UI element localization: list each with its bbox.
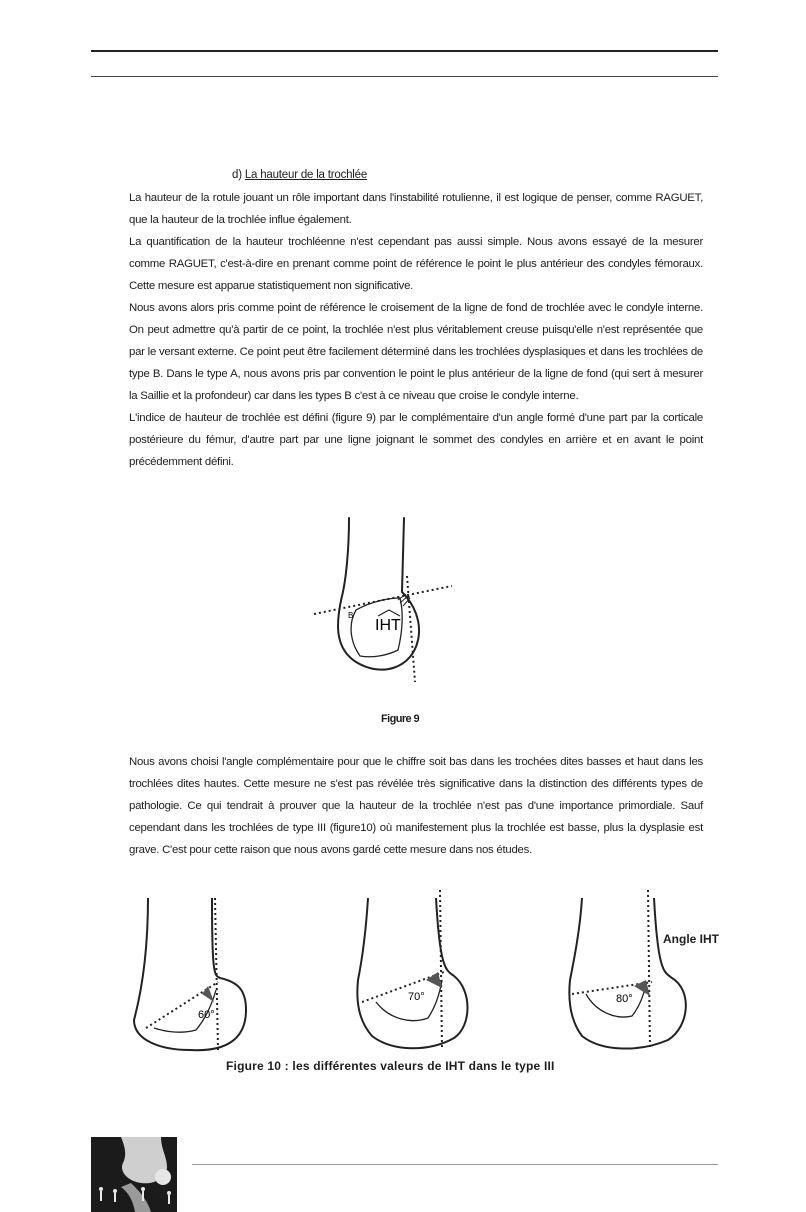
hat-icon (378, 610, 400, 616)
section-heading (232, 169, 367, 181)
angle-80-label: 80° (616, 993, 633, 1005)
logo-image (91, 1137, 177, 1212)
knee-logo-icon (91, 1137, 177, 1212)
figure-9-diagram (300, 510, 470, 690)
point-b-label: B (348, 611, 354, 620)
angle-70-label: 70° (408, 991, 425, 1003)
body-text-bottom (129, 751, 703, 861)
figure-9-caption: Figure 9 (381, 713, 419, 725)
footer-rule (192, 1164, 718, 1165)
section-title: La hauteur de la trochlée (244, 169, 368, 181)
angle-iht-side-label: Angle IHT (663, 932, 719, 946)
paragraph: Nous avons alors pris comme point de référence le croisement de la ligne de fond de trochlée avec le condyle interne. On peut admettre qu'à partir de ce point, la trochlée n'est plus véritablement creuse puisqu'elle n'est représentée que par le versant externe. Ce point peut être facilement déterminé dans les trochlées dysplasiques et dans les trochlées de type B. Dans le type A, nous avons pris par convention le point le plus antérieur de la ligne de fond (qui sert à mesurer la Saillie et la profondeur) car dans les types B c'est à ce niveau que croise le condyle interne. (129, 302, 703, 402)
header-rule-bottom (91, 76, 718, 77)
angle-60-label: 60° (198, 1009, 215, 1021)
condyle-70 (357, 890, 467, 1050)
paragraph: La hauteur de la rotule jouant un rôle important dans l'instabilité rotulienne, il est logique de penser, comme RAGUET, que la hauteur de la trochlée influe également. (129, 192, 703, 226)
paragraph: La quantification de la hauteur trochléenne n'est cependant pas aussi simple. Nous avons essayé de la mesurer comme RAGUET, c'est-à-dire en prenant comme point de référence le point le plus antérieur des condyles fémoraux. Cette mesure est apparue statistiquement non significative. (129, 236, 703, 292)
figure-10-caption: Figure 10 : les différentes valeurs de IHT dans le type III (226, 1059, 555, 1073)
figure-10-diagram (120, 890, 720, 1060)
condyle-60 (134, 898, 246, 1050)
section-number: d) (232, 169, 242, 181)
paragraph: L'indice de hauteur de trochlée est défini (figure 9) par le complémentaire d'un angle formé d'une part par la corticale postérieure du fémur, d'autre part par une ligne joignant le sommet des condyles en arrière et en avant le point précédemment défini. (129, 412, 703, 468)
paragraph: Nous avons choisi l'angle complémentaire pour que le chiffre soit bas dans les trochées dites basses et haut dans les trochlées dites hautes. Cette mesure ne s'est pas révélée très significative dans la distinction des différents types de pathologie. Ce qui tendrait à prouver que la hauteur de la trochlée n'est pas d'une importance primordiale. Sauf cependant dans les trochlées de type III (figure10) où manifestement plus la trochlée est basse, plus la dysplasie est grave. C'est pour cette raison que nous avons gardé cette mesure dans nos études. (129, 756, 703, 856)
body-text-top (129, 187, 703, 473)
header-rule-top (91, 50, 718, 52)
iht-label: IHT (375, 617, 401, 634)
condyle-80 (569, 890, 686, 1050)
